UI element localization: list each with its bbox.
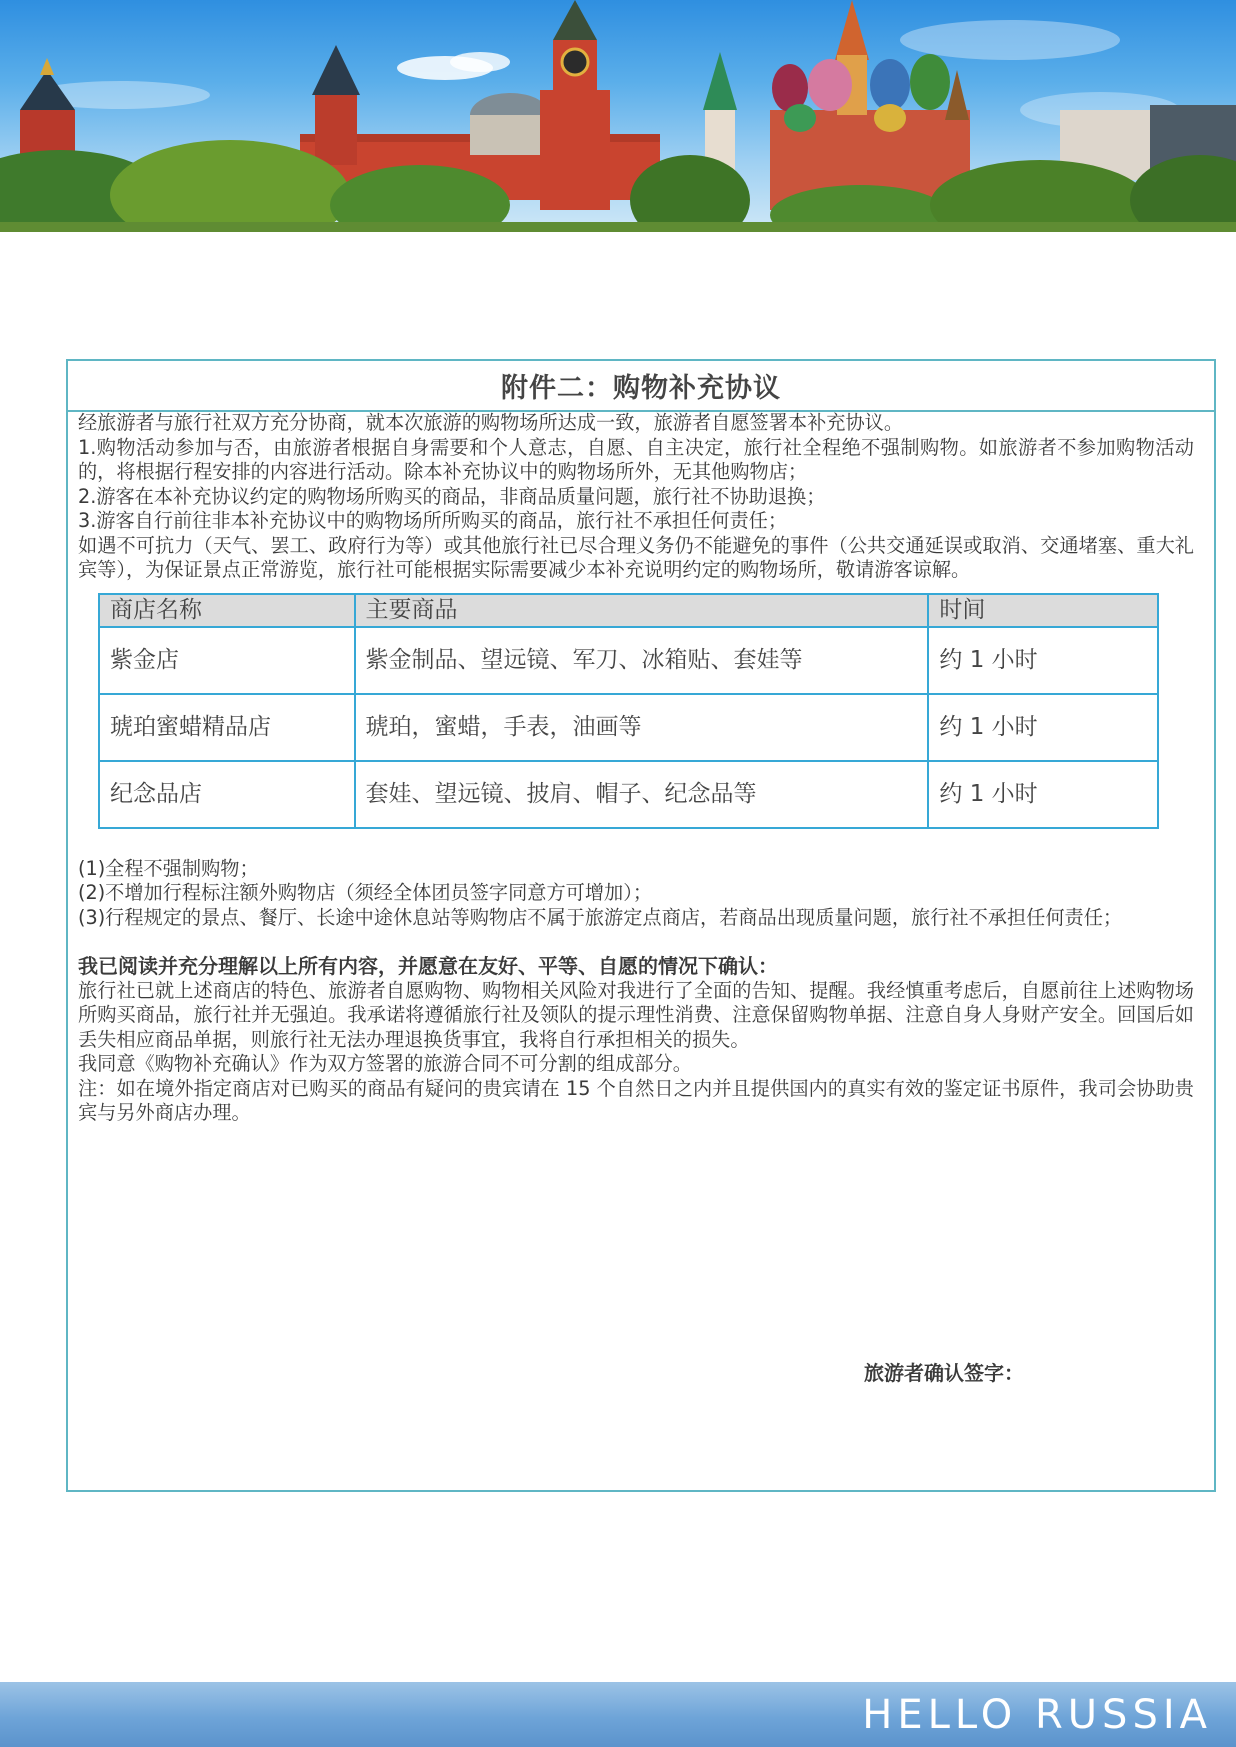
note-item: (2)不增加行程标注额外购物店（须经全体团员签字同意方可增加）；	[78, 881, 653, 904]
note-item: (3)行程规定的景点、餐厅、长途中途休息站等购物店不属于旅游定点商店，若商品出现质量问题，旅行社不承担任何责任；	[78, 905, 1123, 929]
clause-3: 3.游客自行前往非本补充协议中的购物场所所购买的商品，旅行社不承担任何责任；	[78, 509, 788, 532]
table-row	[99, 627, 1158, 694]
notes-list	[78, 857, 1194, 931]
note-item: (1)全程不强制购物；	[78, 856, 259, 880]
time-cell: 约 1 小时	[928, 694, 1158, 761]
time-cell: 约 1 小时	[928, 761, 1158, 828]
signature-label: 旅游者确认签字：	[864, 1361, 1024, 1385]
note-paragraph: 注：如在境外指定商店对已购买的商品有疑问的贵宾请在 15 个自然日之内并且提供国内的真实有效的鉴定证书原件，我司会协助贵宾与另外商店办理。	[78, 1076, 1194, 1124]
shop-table	[98, 593, 1159, 829]
time-cell: 约 1 小时	[928, 627, 1158, 694]
agreement-frame	[66, 359, 1216, 1492]
table-row	[99, 761, 1158, 828]
shop-name-cell: 紫金店	[99, 627, 355, 694]
agreement-content	[78, 411, 1194, 1126]
column-header-goods: 主要商品	[355, 594, 929, 627]
consent-paragraph: 我同意《购物补充确认》作为双方签署的旅游合同不可分割的组成部分。	[78, 1052, 692, 1075]
confirm-heading: 我已阅读并充分理解以上所有内容，并愿意在友好、平等、自愿的情况下确认：	[78, 954, 778, 978]
footer-band	[0, 1682, 1236, 1747]
page-title: 附件二：购物补充协议	[501, 373, 781, 404]
shop-name-cell: 琥珀蜜蜡精品店	[99, 694, 355, 761]
table-row	[99, 694, 1158, 761]
column-header-shop-name: 商店名称	[99, 594, 355, 627]
clause-1: 1.购物活动参加与否，由旅游者根据自身需要和个人意志，自愿、自主决定，旅行社全程绝不强制购物。如旅游者不参加购物活动的，将根据行程安排的内容进行活动。除本补充协议中的购物场所外，无其他购物店；	[78, 435, 1194, 483]
title-bar	[68, 361, 1214, 412]
footer-brand-text: HELLO RUSSIA	[862, 1692, 1212, 1738]
header-banner-photo	[0, 0, 1236, 232]
confirm-paragraph: 旅行社已就上述商店的特色、旅游者自愿购物、购物相关风险对我进行了全面的告知、提醒。我经慎重考虑后，自愿前往上述购物场所购买商品，旅行社并无强迫。我承诺将遵循旅行社及领队的提示理性消费、注意保留购物单据、注意自身人身财产安全。回国后如丢失相应商品单据，则旅行社无法办理退换货事宜，我将自行承担相关的损失。	[78, 978, 1194, 1051]
intro-paragraph: 经旅游者与旅行社双方充分协商，就本次旅游的购物场所达成一致，旅游者自愿签署本补充协议。	[78, 411, 904, 434]
clause-2: 2.游客在本补充协议约定的购物场所购买的商品，非商品质量问题，旅行社不协助退换；	[78, 484, 826, 508]
kremlin-skyline-illustration	[0, 0, 1236, 232]
force-majeure-clause: 如遇不可抗力（天气、罢工、政府行为等）或其他旅行社已尽合理义务仍不能避免的事件（公共交通延误或取消、交通堵塞、重大礼宾等），为保证景点正常游览，旅行社可能根据实际需要减少本补充说明约定的购物场所，敬请游客谅解。	[78, 533, 1194, 581]
goods-cell: 紫金制品、望远镜、军刀、冰箱贴、套娃等	[355, 627, 929, 694]
table-header-row	[99, 594, 1158, 627]
column-header-time: 时间	[928, 594, 1158, 627]
goods-cell: 套娃、望远镜、披肩、帽子、纪念品等	[355, 761, 929, 828]
goods-cell: 琥珀，蜜蜡，手表，油画等	[355, 694, 929, 761]
shop-name-cell: 纪念品店	[99, 761, 355, 828]
